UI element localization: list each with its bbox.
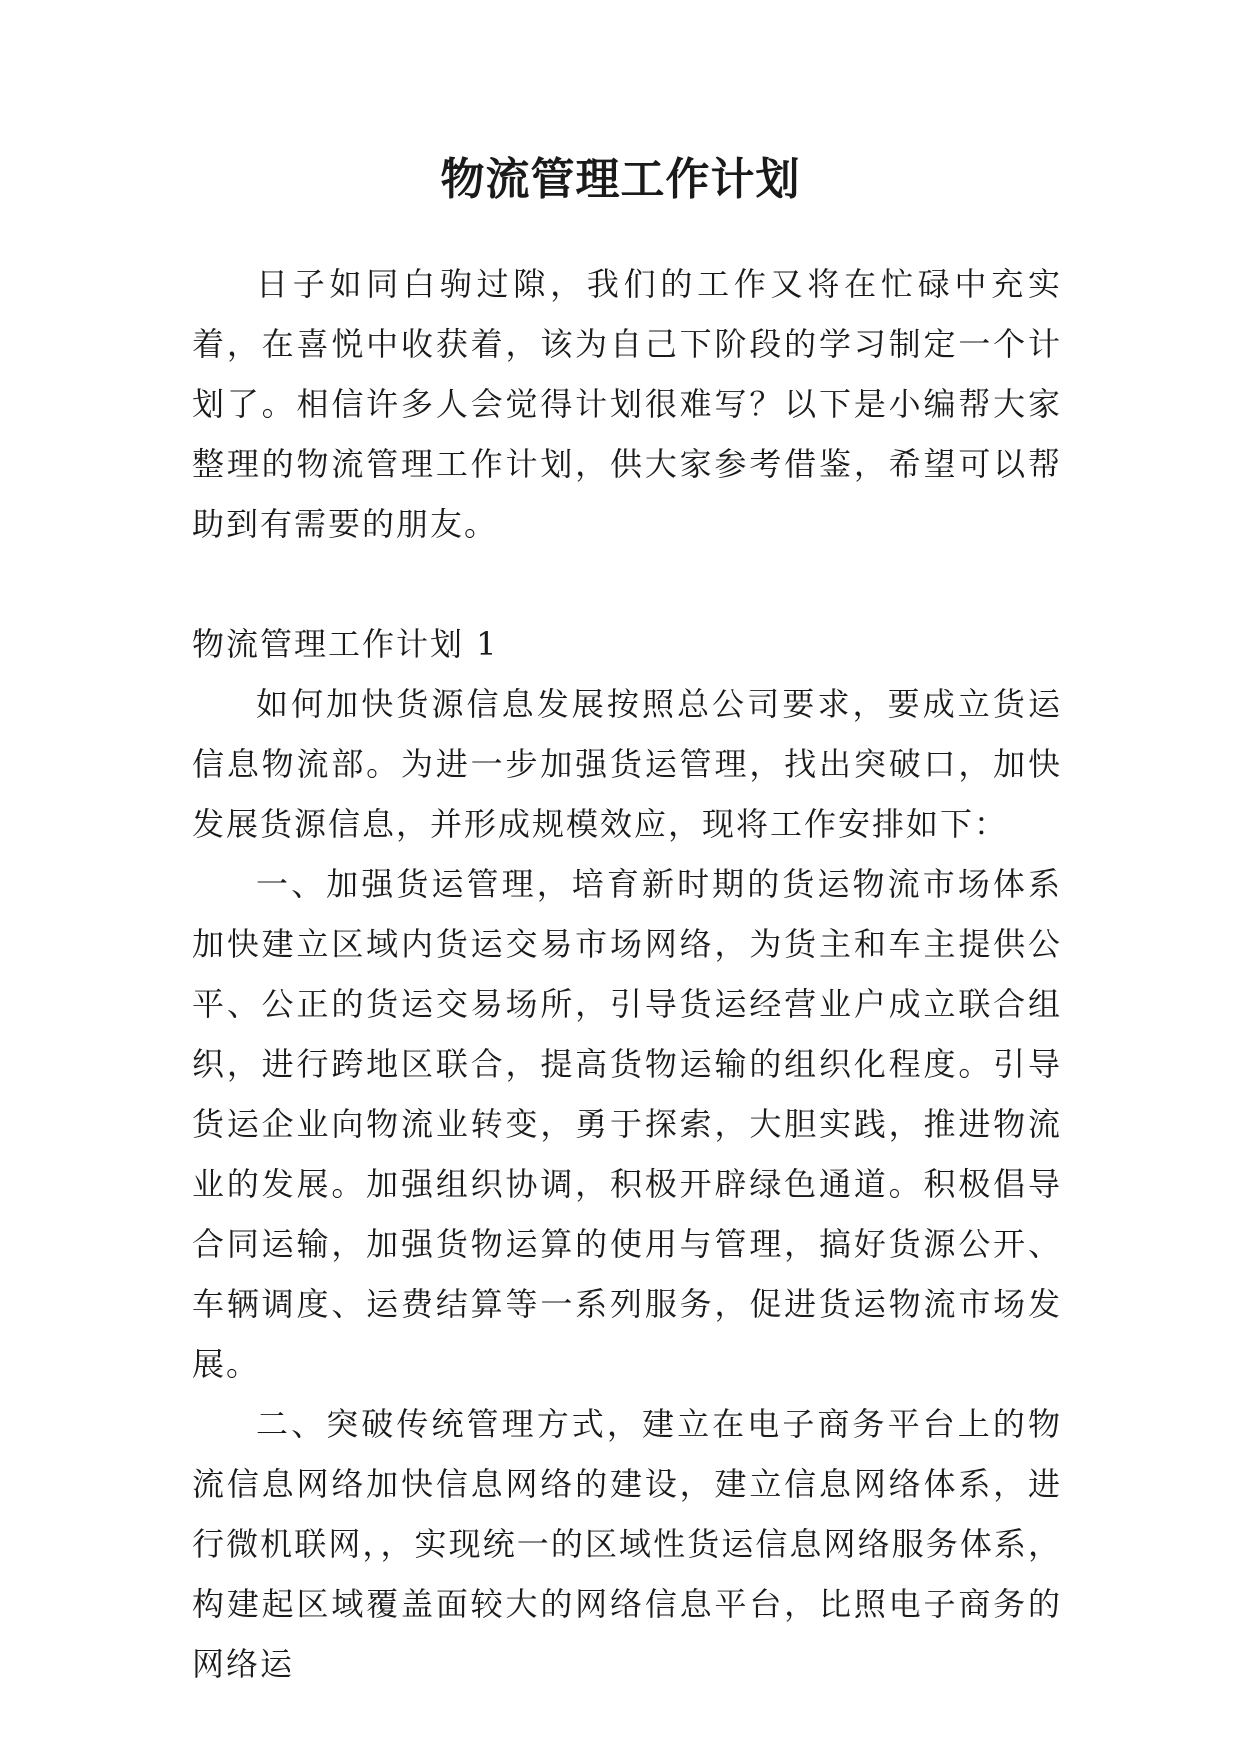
document-title: 物流管理工作计划 bbox=[440, 154, 801, 205]
body-paragraph: 二、突破传统管理方式，建立在电子商务平台上的物流信息网络加快信息网络的建设，建立信息网络体系，进行微机联网，，实现统一的区域性货运信息网络服务体系，构建起区域覆盖面较大的网络信息平台，比照电子商务的网络运 bbox=[192, 1405, 1062, 1683]
body-paragraph: 如何加快货源信息发展按照总公司要求，要成立货运信息物流部。为进一步加强货运管理，找出突破口，加快发展货源信息，并形成规模效应，现将工作安排如下： bbox=[192, 685, 1062, 843]
section-spacer bbox=[192, 554, 1062, 614]
body-paragraph: 一、加强货运管理，培育新时期的货运物流市场体系加快建立区域内货运交易市场网络，为货主和车主提供公平、公正的货运交易场所，引导货运经营业户成立联合组织，进行跨地区联合，提高货物运输的组织化程度。引导货运企业向物流业转变，勇于探索，大胆实践，推进物流业的发展。加强组织协调，积极开辟绿色通道。积极倡导合同运输，加强货物运算的使用与管理，搞好货源公开、车辆调度、运费结算等一系列服务，促进货运物流市场发展。 bbox=[192, 865, 1062, 1383]
document-body bbox=[192, 254, 1062, 1694]
intro-paragraph: 日子如同白驹过隙，我们的工作又将在忙碌中充实着，在喜悦中收获着，该为自己下阶段的学习制定一个计划了。相信许多人会觉得计划很难写？以下是小编帮大家整理的物流管理工作计划，供大家参考借鉴，希望可以帮助到有需要的朋友。 bbox=[192, 265, 1062, 543]
section-heading: 物流管理工作计划 1 bbox=[192, 625, 499, 663]
